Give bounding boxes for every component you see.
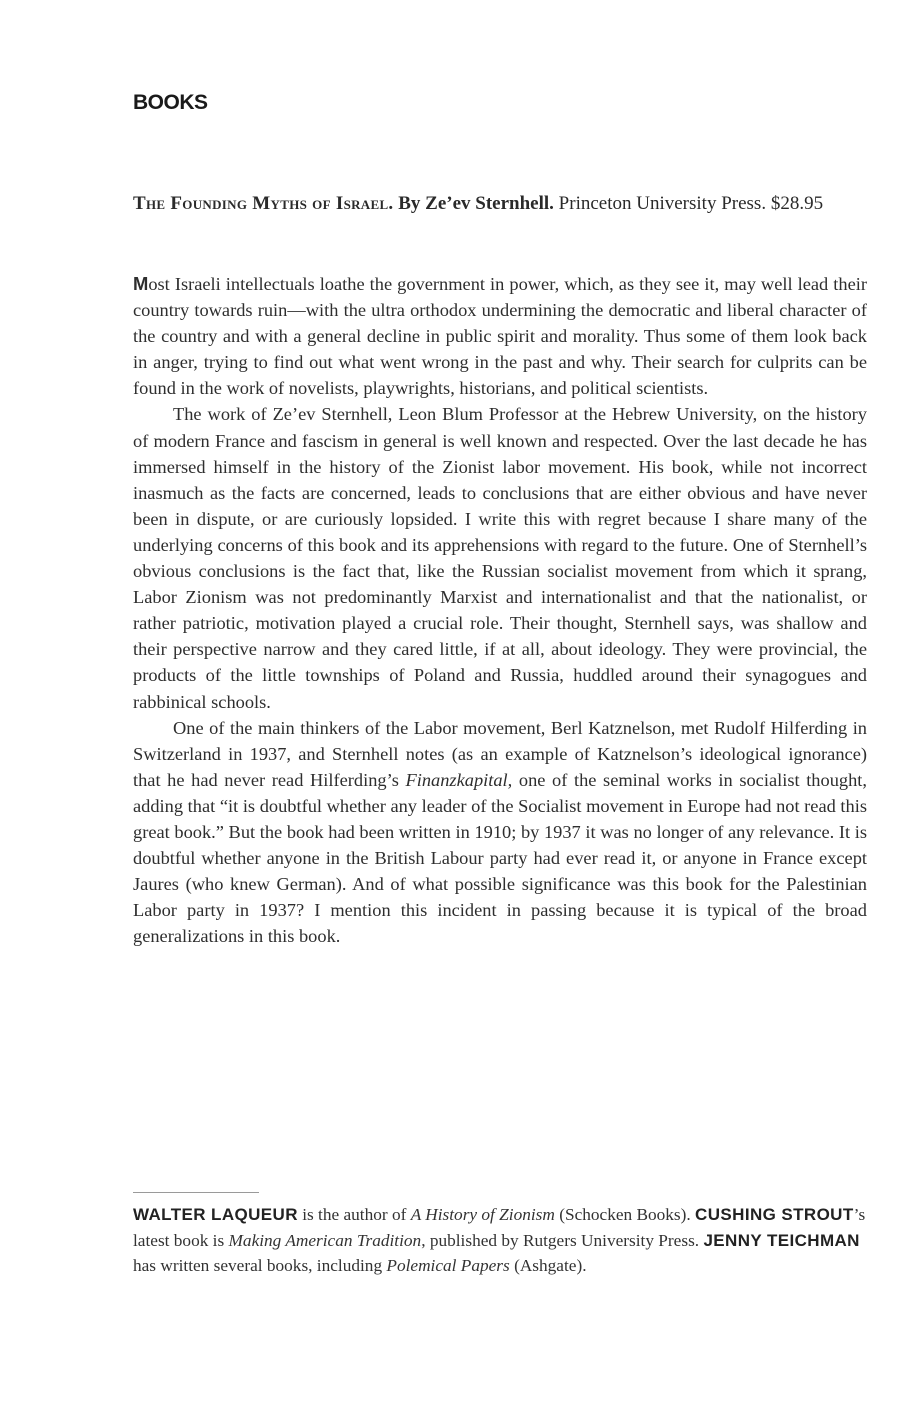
paragraph-2: The work of Ze’ev Sternhell, Leon Blum Professor at the Hebrew University, on the history of modern France and fascism in general is well known and respected. Over the last decade he has immersed himself in the history of the Zionist labor movement. His book, while not incorrect inasmuch as the facts are concerned, leads to conclusions that are either obvious and have never been in dispute, or are curiously lopsided. I write this with regret because I share many of the underlying concerns of this book and its apprehensions with regard to the future. One of Sternhell’s obvious conclusions is the fact that, like the Russian socialist movement from which it sprang, Labor Zionism was not predominantly Marxist and internationalist and that the nationalist, or rather patriotic, motivation played a crucial role. Their thought, Sternhell says, was shallow and their perspective narrow and they cared little, if at all, about ideology. They were provincial, the products of the little townships of Poland and Russia, huddled around their synagogues and rabbinical schools. (133, 404, 867, 712)
paragraph-3-text-b: one of the seminal works in socialist thought, adding that “it is doubtful whether any leader of the Socialist movement in Europe had not read this great book.” But the book had been written in 1910; by 1937 it was no longer of any relevance. It is doubtful whether anyone in the British Labour party had ever read it, or anyone in France except Jaures (who knew German). And of what possible significance was this book for the Palestinian Labor party in 1937? I mention this incident in passing because it is typical of the broad generalizations in this book. (133, 769, 867, 947)
paragraph-1-text: ost Israeli intellectuals loathe the government in power, which, as they see it, may well lead their country towards ruin—with the ultra orthodox undermining the democratic and liberal character of the country and with a general decline in public spirit and morality. Thus some of them look back in anger, trying to find out what went wrong in the past and why. Their search for culprits can be found in the work of novelists, playwrights, historians, and political scientists. (133, 274, 867, 399)
contributor-name: WALTER LAQUEUR (133, 1205, 298, 1224)
paragraph-3-text-a: One of the main thinkers of the Labor movement, Berl Katznelson, met Rudolf Hilferding in Switzerland in 1937, and Sternhell notes (as an example of Katznelson’s ideological ignorance) that he had never read Hilferding’s (133, 717, 867, 790)
book-author: By Ze’ev Sternhell. (398, 193, 554, 214)
contributor-text: is the author of (297, 1205, 411, 1224)
contributor-text: ’s latest book is (133, 1205, 866, 1250)
contributor-text: has written several books, including (133, 1256, 387, 1276)
contributor-text: (Schocken Books). (554, 1205, 696, 1224)
contributor-notes (133, 1202, 867, 1279)
footnote-divider (133, 1192, 259, 1193)
contributor-text: , published by Rutgers University Press. (421, 1230, 704, 1250)
book-title: The Founding Myths of Israel. (133, 193, 394, 214)
book-reference-italic: Finanzkapital, (405, 769, 513, 790)
contributor-name: JENNY TEICHMAN (703, 1230, 860, 1250)
contributor-book: A History of Zionism (410, 1205, 555, 1224)
review-heading (133, 192, 867, 216)
paragraph-3 (133, 715, 867, 950)
review-body (133, 271, 867, 949)
contributor-book: Polemical Papers (386, 1256, 510, 1276)
contributor-book: Making American Tradition (228, 1230, 422, 1250)
contributor-text: (Ashgate). (509, 1256, 587, 1276)
section-label: BOOKS (133, 91, 208, 114)
publisher-line: Princeton University Press. $28.95 (558, 193, 824, 214)
contributor-name: CUSHING STROUT (695, 1205, 854, 1224)
paragraph-1 (133, 271, 867, 401)
drop-cap: M (133, 273, 149, 294)
